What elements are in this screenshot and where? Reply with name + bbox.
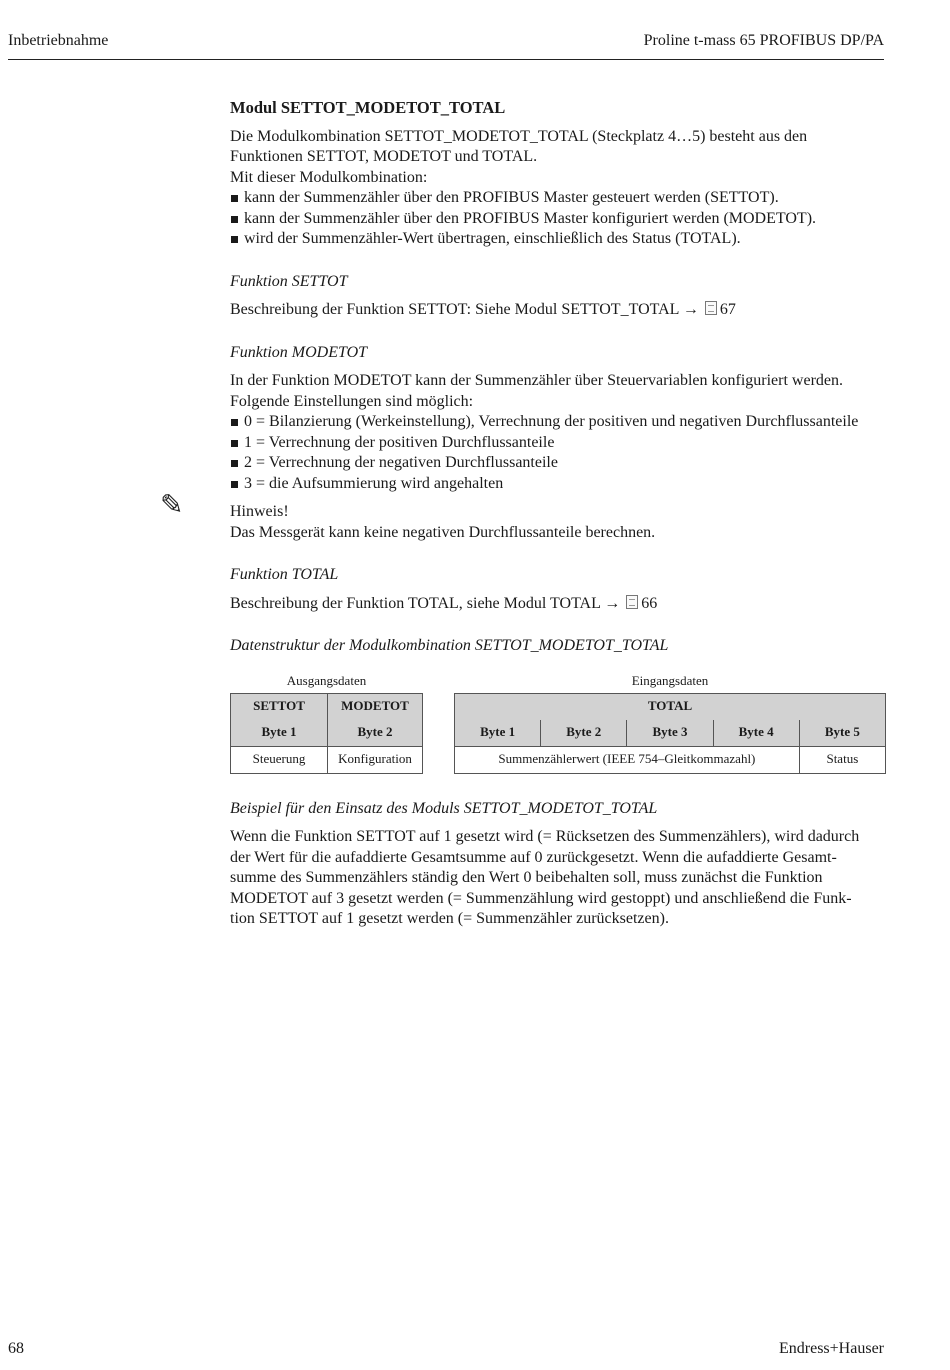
brand-name: Endress+Hauser [779, 1340, 884, 1357]
list-item: kann der Summenzähler über den PROFIBUS Master gesteuert werden (SETTOT). [230, 188, 886, 209]
table-header: Byte 1 [231, 720, 328, 747]
modetot-bullet-list [230, 412, 886, 494]
table-cell: Steuerung [231, 746, 328, 773]
settot-heading: Funktion SETTOT [230, 272, 348, 290]
list-item: kann der Summenzähler über den PROFIBUS Master konfiguriert werden (MODETOT). [230, 209, 886, 230]
intro-bullet-list [230, 188, 886, 250]
datastructure-heading: Datenstruktur der Modulkombination SETTOT_MODETOT_TOTAL [230, 637, 669, 654]
section-title: Modul SETTOT_MODETOT_TOTAL [230, 98, 506, 117]
running-header-product: Proline t-mass 65 PROFIBUS DP/PA [643, 32, 884, 49]
total-description [230, 594, 886, 615]
running-header-section: Inbetriebnahme [8, 32, 109, 49]
example-line: der Wert für die aufaddierte Gesamtsumme auf 0 zurückgesetzt. Wenn die aufaddierte Gesamt- [230, 848, 837, 866]
table-header: Byte 3 [627, 720, 713, 747]
settot-description [230, 300, 886, 321]
list-item: 2 = Verrechnung der negativen Durchflussanteile [230, 453, 886, 474]
note-title: Hinweis! [230, 503, 289, 520]
example-heading: Beispiel für den Einsatz des Moduls SETTOT_MODETOT_TOTAL [230, 799, 658, 817]
data-structure-tables [230, 671, 886, 791]
table-cell: Summenzählerwert (IEEE 754–Gleitkommazahl) [455, 746, 800, 773]
table-header: Byte 4 [713, 720, 799, 747]
note-block [160, 490, 886, 543]
table-header: Byte 2 [541, 720, 627, 747]
table-cell: Status [799, 746, 885, 773]
intro-line-3: Mit dieser Modulkombination: [230, 168, 428, 186]
settot-page-link[interactable]: 67 [719, 301, 736, 318]
intro-line-1: Die Modulkombination SETTOT_MODETOT_TOTAL (Steckplatz 4…5) besteht aus den [230, 127, 808, 145]
table-header: Byte 5 [799, 720, 885, 747]
modetot-heading: Funktion MODETOT [230, 343, 368, 361]
note-text: Das Messgerät kann keine negativen Durchflussanteile berechnen. [230, 523, 656, 541]
modetot-line-1: In der Funktion MODETOT kann der Summenzähler über Steuervariablen konfiguriert werden. [230, 372, 844, 389]
example-line: summe des Summenzählers ständig den Wert 0 beibehalten soll, muss zunächst die Funktion [230, 869, 823, 886]
header-rule [8, 59, 884, 60]
table-header: TOTAL [455, 693, 886, 720]
list-item: 3 = die Aufsummierung wird angehalten [230, 474, 886, 495]
example-line: tion SETTOT auf 1 gesetzt werden (= Summenzähler zurücksetzen). [230, 910, 669, 927]
pencil-icon: ✎ [160, 490, 184, 521]
example-line: MODETOT auf 3 gesetzt werden (= Summenzählung wird gestoppt) und anschließend die Funk- [230, 889, 852, 907]
table-header: Byte 2 [328, 720, 423, 747]
table-header: Byte 1 [455, 720, 541, 747]
list-item: 0 = Bilanzierung (Werkeinstellung), Verrechnung der positiven und negativen Durchflussanteile [230, 412, 886, 433]
list-item: wird der Summenzähler-Wert übertragen, einschließlich des Status (TOTAL). [230, 229, 886, 250]
page-reference-icon [705, 301, 717, 315]
page-reference-icon [626, 595, 638, 609]
total-page-link[interactable]: 66 [641, 594, 658, 612]
total-text: Beschreibung der Funktion TOTAL, siehe Modul TOTAL → [230, 594, 621, 612]
page-number: 68 [8, 1340, 24, 1357]
settot-text: Beschreibung der Funktion SETTOT: Siehe Modul SETTOT_TOTAL → [230, 301, 699, 318]
output-data-table [230, 693, 423, 774]
table-header: SETTOT [231, 693, 328, 720]
main-content [160, 98, 886, 930]
output-caption: Ausgangsdaten [286, 672, 367, 688]
example-line: Wenn die Funktion SETTOT auf 1 gesetzt wird (= Rücksetzen des Summenzählers), wird dadurch [230, 828, 860, 845]
table-header: MODETOT [328, 693, 423, 720]
intro-line-2: Funktionen SETTOT, MODETOT und TOTAL. [230, 148, 538, 165]
input-caption: Eingangsdaten [631, 672, 709, 688]
list-item: 1 = Verrechnung der positiven Durchflussanteile [230, 433, 886, 454]
table-cell: Konfiguration [328, 746, 423, 773]
total-heading: Funktion TOTAL [230, 566, 339, 583]
input-data-table [454, 693, 886, 774]
modetot-line-2: Folgende Einstellungen sind möglich: [230, 392, 474, 410]
